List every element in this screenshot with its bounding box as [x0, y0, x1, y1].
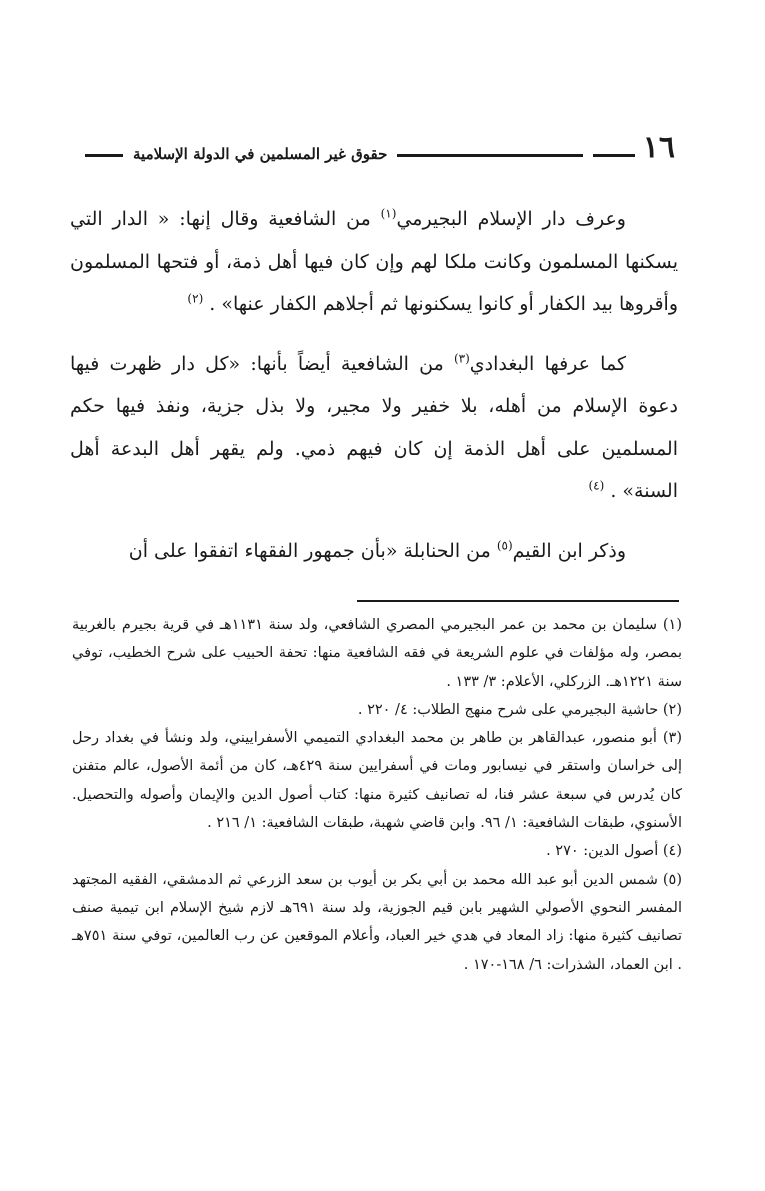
paragraph-2 [70, 343, 678, 513]
footnote-ref-5: (٥) [496, 538, 513, 553]
paragraph-1-text-b: من الشافعية وقال إنها: « الدار التي يسكنها المسلمون وكانت ملكا لهم وإن كان فيها أهل ذمة، أو فتحها المسلمون وأقروها بيد الكفار أو كانوا يسكنونها ثم أجلاهم الكفار عنها» . [70, 208, 678, 315]
running-header [85, 128, 675, 168]
paragraph-2-text-a: كما عرفها البغدادي [469, 352, 626, 375]
header-rule-left [593, 154, 635, 157]
header-title: حقوق غير المسلمين في الدولة الإسلامية [133, 145, 388, 163]
page-number: ١٦ [642, 130, 675, 165]
footnote-5: (٥) شمس الدين أبو عبد الله محمد بن أبي بكر بن أيوب بن سعد الزرعي ثم الدمشقي، الفقيه المجتهد المفسر النحوي الأصولي الشهير بابن قيم الجوزية، ولد سنة ٦٩١هـ لازم شيخ الإسلام ابن تيمية صنف تصانيف كثيرة منها: زاد المعاد في هدي خير العباد، وأعلام الموقعين عن رب العالمين، توفي سنة ٧٥١هـ . ابن العماد، الشذرات: ٦/ ١٦٨-١٧٠ . [72, 871, 682, 973]
footnote-ref-3: (٣) [453, 351, 470, 366]
paragraph-1 [70, 198, 678, 326]
footnote-ref-4: (٤) [588, 478, 605, 493]
paragraph-3-text-a: وذكر ابن القيم [512, 539, 626, 562]
footnote-4: (٤) أصول الدين: ٢٧٠ . [546, 843, 682, 860]
main-text [70, 198, 678, 572]
footnote-ref-2: (٢) [187, 291, 204, 306]
paragraph-3 [70, 530, 678, 573]
paragraph-1-text-a: وعرف دار الإسلام البجيرمي [396, 208, 626, 230]
paragraph-3-text-b: من الحنابلة «بأن جمهور الفقهاء اتفقوا على أن [128, 539, 497, 562]
header-rule-middle [397, 154, 582, 157]
footnote-2: (٢) حاشية البجيرمي على شرح منهج الطلاب: ٤/ ٢٢٠ . [357, 701, 682, 718]
footnote-separator [357, 600, 679, 602]
footnote-1: (١) سليمان بن محمد بن عمر البجيرمي المصري الشافعي، ولد سنة ١١٣١هـ في قرية بجيرم بالغربية بمصر، وله مؤلفات في علوم الشريعة في فقه الشافعية منها: تحفة الحبيب على شرح الخطيب، توفي سنة ١٢٢١هـ. الزركلي، الأعلام: ٣/ ١٣٣ . [72, 617, 682, 690]
footnotes [72, 611, 682, 979]
footnote-ref-1: (١) [380, 206, 397, 221]
paragraph-2-text-b: من الشافعية أيضاً بأنها: «كل دار ظهرت فيها دعوة الإسلام من أهله، بلا خفير ولا مجير، ولا بذل جزية، ونفذ فيها حكم المسلمين على أهل الذمة إن كان فيهم ذمي. ولم يقهر أهل البدعة أهل السنة» . [70, 352, 678, 502]
header-rule-end [85, 154, 123, 157]
footnote-3: (٣) أبو منصور، عبدالقاهر بن طاهر بن محمد البغدادي التميمي الأسفراييني، ولد ونشأ في بغداد رحل إلى خراسان واستقر في نيسابور ومات في أسفرايين سنة ٤٢٩هـ، كان من أئمة الأصول، عالم متفنن كان يُدرس في سبعة عشر فنا، له تصانيف كثيرة منها: كتاب أصول الدين والإيمان وأصوله والتحصيل. الأسنوي، طبقات الشافعية: ١/ ٩٦. وابن قاضي شهبة، طبقات الشافعية: ١/ ٢١٦ . [72, 730, 682, 832]
